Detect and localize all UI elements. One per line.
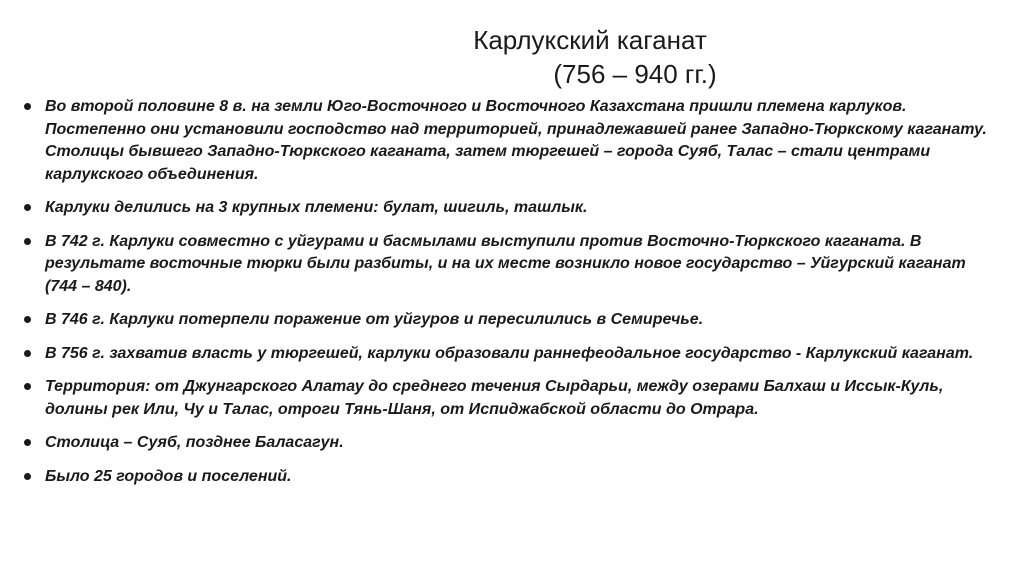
slide-title	[0, 23, 1024, 91]
bullet-text: В 756 г. захватив власть у тюргешей, карлуки образовали раннефеодальное государство - Карлукский каганат.	[45, 344, 974, 362]
bullet-text: Было 25 городов и поселений.	[45, 467, 292, 485]
bullet-dot-icon	[24, 316, 31, 323]
bullet-item	[22, 343, 1002, 366]
bullet-dot-icon	[24, 439, 31, 446]
bullet-item	[22, 432, 1002, 455]
bullet-item	[22, 466, 1002, 489]
slide-title-main: Карлукский каганат	[473, 25, 707, 56]
bullet-text: В 742 г. Карлуки совместно с уйгурами и басмылами выступили против Восточно-Тюркского каганата. В результате восточные тюрки были разбиты, и на их месте возникло новое государство – Уйгурский каганат (744 – 840).	[45, 232, 966, 295]
bullet-text: Территория: от Джунгарского Алатау до среднего течения Сырдарьи, между озерами Балхаш и Иссык-Куль, долины рек Или, Чу и Талас, отроги Тянь-Шаня, от Испиджабской области до Отрара.	[45, 378, 944, 418]
bullet-dot-icon	[24, 383, 31, 390]
bullet-item	[22, 96, 1002, 186]
bullet-item	[22, 231, 1002, 299]
bullet-list	[22, 96, 1002, 499]
bullet-text: В 746 г. Карлуки потерпели поражение от уйгуров и пересилились в Семиречье.	[45, 311, 704, 328]
bullet-text: Во второй половине 8 в. на земли Юго-Восточного и Восточного Казахстана пришли племена карлуков. Постепенно они установили господство над территорией, принадлежавшей ранее Западно-Тюркскому каганату. Столицы бывшего Западно-Тюркского каганата, затем тюргешей – города Суяб, Талас – стали центрами карлукского объединения.	[45, 98, 987, 183]
bullet-dot-icon	[24, 238, 31, 245]
bullet-item	[22, 376, 1002, 421]
bullet-item	[22, 309, 1002, 332]
bullet-dot-icon	[24, 350, 31, 357]
bullet-dot-icon	[24, 473, 31, 480]
bullet-text: Столица – Суяб, позднее Баласагун.	[45, 434, 344, 451]
bullet-text: Карлуки делились на 3 крупных племени: булат, шигиль, ташлык.	[45, 199, 588, 216]
slide-title-dates: (756 – 940 гг.)	[553, 59, 717, 90]
bullet-dot-icon	[24, 204, 31, 211]
bullet-item	[22, 197, 1002, 220]
bullet-dot-icon	[24, 103, 31, 110]
